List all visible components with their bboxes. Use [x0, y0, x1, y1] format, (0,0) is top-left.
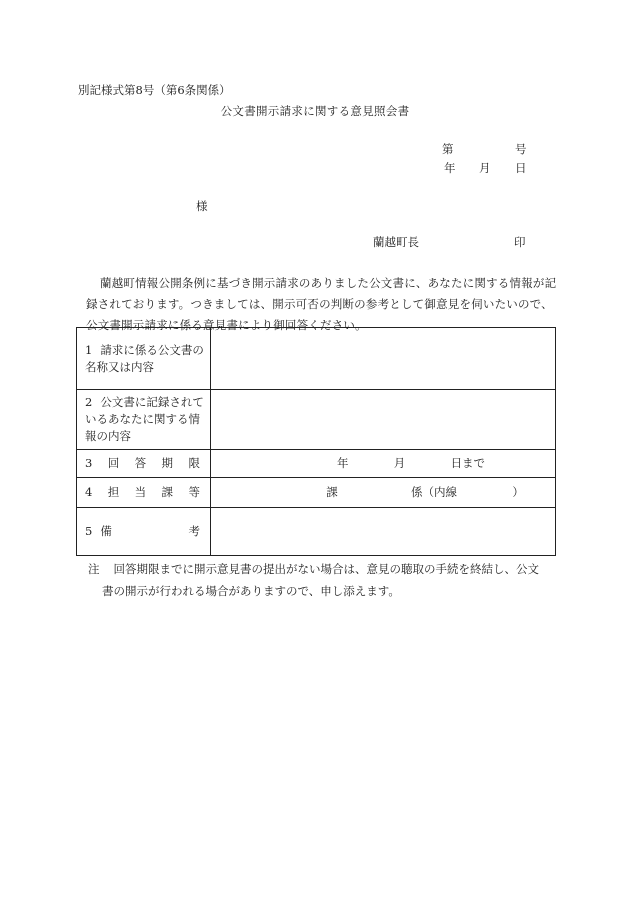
label-char: 限 [188, 456, 200, 470]
row-label-contact [77, 478, 211, 508]
label-char: 課 [161, 485, 174, 499]
table-row [77, 450, 556, 478]
row-label-deadline [77, 450, 211, 478]
label-char: 回 [107, 456, 120, 470]
row-value-deadline[interactable] [211, 450, 556, 478]
table-row [77, 478, 556, 508]
table-row [77, 508, 556, 556]
date-day: 日 [515, 161, 527, 175]
note [88, 558, 558, 602]
row-number: 3 [85, 456, 93, 470]
date-month: 月 [479, 161, 491, 175]
row-number: 4 [85, 485, 93, 499]
contact-dept: 課 [326, 484, 338, 499]
seal-mark: 印 [514, 235, 526, 249]
row-value-remarks[interactable] [211, 508, 556, 556]
contact-close: ） [512, 484, 524, 499]
row-label-text: 公文書に記録されているあなたに関する情報の内容 [85, 395, 204, 443]
date-year: 年 [444, 161, 456, 175]
document-title: 公文書開示請求に関する意見照会書 [220, 104, 410, 118]
info-table [76, 327, 556, 556]
row-number: 2 [85, 395, 93, 409]
row-number: 1 [85, 342, 93, 357]
addressee-suffix: 様 [196, 199, 208, 213]
label-char: 等 [188, 485, 200, 499]
deadline-month: 月 [393, 455, 406, 470]
row-value-info[interactable] [211, 390, 556, 450]
number-prefix: 第 [442, 142, 454, 156]
table-row [77, 390, 556, 450]
row-label-text: 請求に係る公文書の名称又は内容 [85, 342, 204, 374]
form-label: 別記様式第8号（第6条関係） [78, 83, 231, 97]
label-char: 当 [134, 485, 147, 499]
row-label-request [77, 328, 211, 390]
table-row [77, 328, 556, 390]
note-mark: 注 [88, 562, 100, 576]
note-line-1: 回答期限までに開示意見書の提出がない場合は、意見の聴取の手続を終結し、公文 [113, 562, 539, 576]
row-label-info [77, 390, 211, 450]
note-line-2: 書の開示が行われる場合がありますので、申し添えます。 [102, 584, 400, 598]
body-text: 蘭越町情報公開条例に基づき開示請求のありました公文書に、あなたに関する情報が記録されております。つきましては、開示可否の判断の参考として御意見を伺いたいので、公文書開示請求に係る意見書により御回答ください。 [86, 276, 557, 332]
label-char: 答 [134, 456, 147, 470]
deadline-year: 年 [336, 455, 349, 470]
label-char: 担 [107, 485, 120, 499]
deadline-until: 日まで [450, 455, 486, 470]
row-value-contact[interactable] [211, 478, 556, 508]
row-label-remarks [77, 508, 211, 556]
sender-name: 蘭越町長 [373, 235, 419, 249]
row-number: 5 [85, 524, 93, 538]
label-char: 期 [161, 456, 174, 470]
label-char: 考 [188, 524, 200, 538]
contact-section: 係（内線 [411, 484, 457, 499]
label-char: 備 [100, 524, 112, 538]
number-suffix: 号 [515, 142, 527, 156]
row-value-request[interactable] [211, 328, 556, 390]
